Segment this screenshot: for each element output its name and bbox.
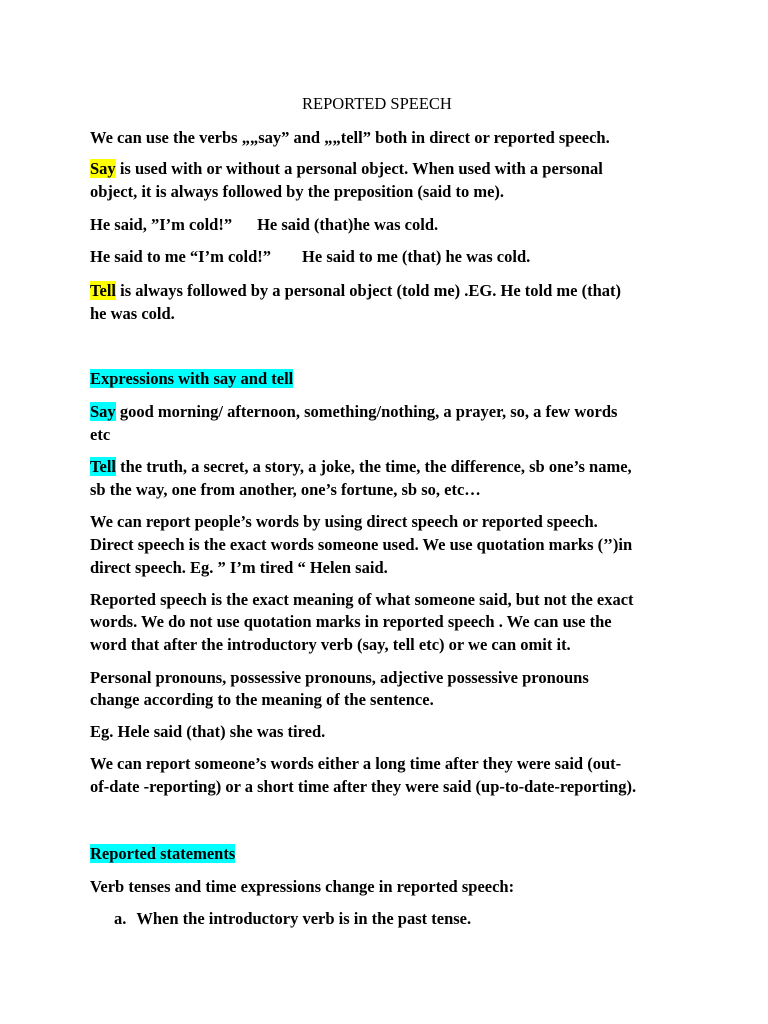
paragraph-reported-speech-line1: Reported speech is the exact meaning of what someone said, but not the exact [90,590,634,609]
say-expressions-line2: etc [90,425,111,444]
example-1-direct: He said, ”I’m cold!” [90,215,233,234]
paragraph-direct-speech-line3: direct speech. Eg. ” I’m tired “ Helen said. [90,558,388,577]
say-text: is used with or without a personal object. When used with a personal [115,159,603,178]
paragraph-say-line2: object, it is always followed by the preposition (said to me). [90,182,505,201]
list-item-a-text: When the introductory verb is in the past tense. [136,909,472,928]
list-item-a [114,908,471,930]
paragraph-tell-line1 [90,280,621,302]
tell-expressions-line2: sb the way, one from another, one’s fortune, sb so, etc… [90,480,481,499]
paragraph-intro: We can use the verbs „„say” and „„tell” both in direct or reported speech. [90,128,610,147]
paragraph-reported-speech-line3: word that after the introductory verb (say, tell etc) or we can omit it. [90,635,571,654]
say-highlight: Say [90,159,116,178]
paragraph-pronouns-line2: change according to the meaning of the sentence. [90,690,434,709]
page-title: REPORTED SPEECH [302,94,452,113]
paragraph-pronouns-line1: Personal pronouns, possessive pronouns, adjective possessive pronouns [90,668,589,687]
heading-expressions [90,368,293,390]
paragraph-verb-tenses: Verb tenses and time expressions change in reported speech: [90,877,515,896]
say-expr-highlight: Say [90,402,116,421]
tell-expr-text: the truth, a secret, a story, a joke, the time, the difference, sb one’s name, [115,457,632,476]
paragraph-timing-line1: We can report someone’s words either a long time after they were said (out- [90,754,622,773]
say-expr-text: good morning/ afternoon, something/nothing, a prayer, so, a few words [115,402,618,421]
example-2-reported: He said to me (that) he was cold. [302,247,531,266]
heading-expressions-text: Expressions with say and tell [90,369,294,388]
say-expressions-line1 [90,401,617,423]
tell-expr-highlight: Tell [90,457,116,476]
heading-reported-statements-text: Reported statements [90,844,236,863]
heading-reported-statements [90,843,235,865]
paragraph-timing-line2: of-date -reporting) or a short time after they were said (up-to-date-reporting). [90,777,637,796]
example-line-1 [90,214,438,236]
tell-expressions-line1 [90,456,632,478]
example-2-direct: He said to me “I’m cold!” [90,247,272,266]
list-marker-a: a. [114,909,127,928]
example-line-2 [90,246,530,268]
paragraph-direct-speech-line1: We can report people’s words by using direct speech or reported speech. [90,512,598,531]
paragraph-direct-speech-line2: Direct speech is the exact words someone used. We use quotation marks (’’)in [90,535,633,554]
paragraph-tell-line2: he was cold. [90,304,175,323]
paragraph-example: Eg. Hele said (that) she was tired. [90,722,326,741]
paragraph-reported-speech-line2: words. We do not use quotation marks in reported speech . We can use the [90,612,612,631]
example-1-reported: He said (that)he was cold. [257,215,439,234]
paragraph-say-line1 [90,158,603,180]
tell-text: is always followed by a personal object (told me) .EG. He told me (that) [115,281,622,300]
tell-highlight: Tell [90,281,116,300]
